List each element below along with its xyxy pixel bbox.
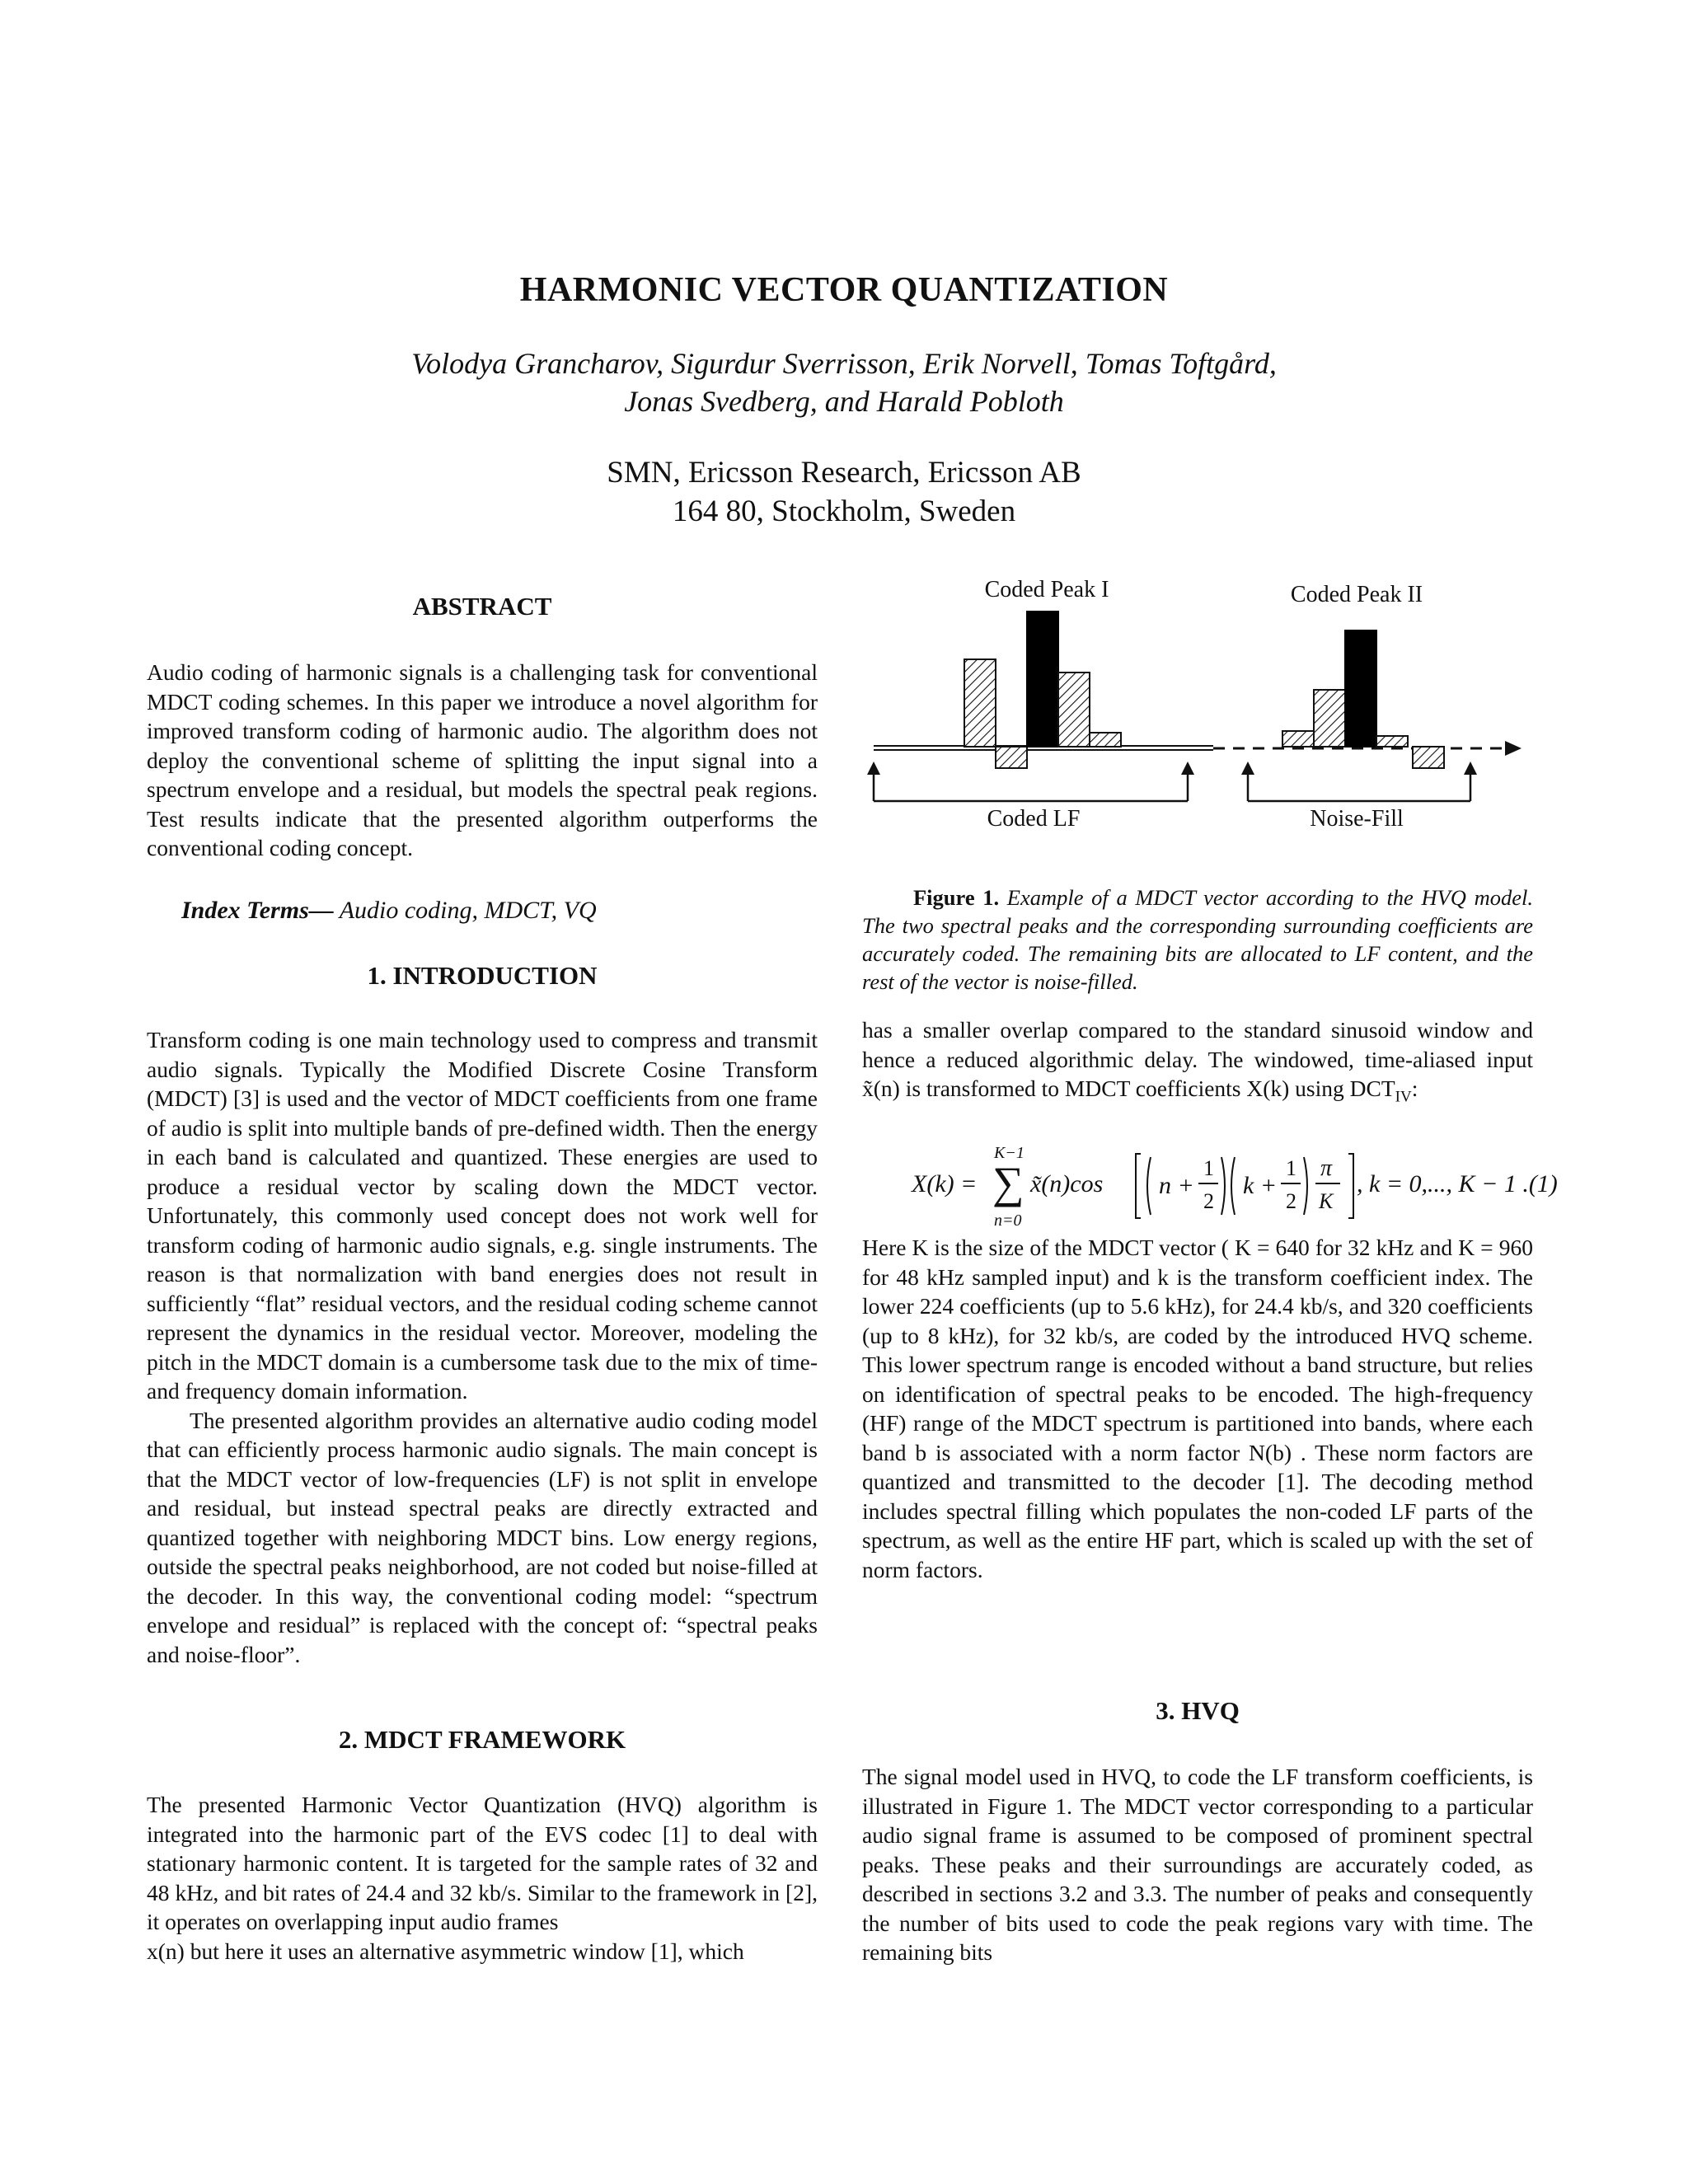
label-coded-peak-1: Coded Peak I — [984, 577, 1109, 602]
section-mdct-heading: 2. MDCT FRAMEWORK — [338, 1725, 626, 1754]
affiliation — [0, 453, 1688, 531]
mdct-continued-end: : — [1411, 1076, 1418, 1101]
equation-bracket-term — [1132, 1151, 1380, 1221]
authors-line-2: Jonas Svedberg, and Harald Pobloth — [624, 385, 1064, 418]
label-noise-fill: Noise-Fill — [1310, 806, 1404, 832]
svg-text:1: 1 — [1203, 1156, 1214, 1180]
equation-sum-lower: n=0 — [994, 1212, 1022, 1230]
equation-sum-upper: K−1 — [994, 1144, 1025, 1162]
author-list — [0, 344, 1688, 420]
label-coded-lf: Coded LF — [987, 806, 1081, 832]
bar-peak2-right — [1376, 736, 1408, 747]
bracket-coded-lf — [874, 773, 1188, 801]
bracket-noise-arrow-right — [1464, 762, 1477, 775]
section-mdct-body — [147, 1790, 818, 1966]
equation-sigma: ∑ — [992, 1158, 1025, 1207]
bar-peak1-right — [1058, 673, 1090, 747]
svg-text:1: 1 — [1286, 1156, 1296, 1180]
figure-1-caption-text: Example of a MDCT vector according to the HVQ model. The two spectral peaks and the corresponding surrounding coefficients are accurately coded. The remaining bits are allocated to LF content, and the rest of the vector is noise-filled. — [862, 885, 1533, 994]
section-hvq-body — [862, 1762, 1533, 1967]
svg-text:2: 2 — [1203, 1189, 1214, 1213]
bar-peak2-left — [1314, 690, 1345, 747]
equation-lhs: X(k) = — [912, 1170, 978, 1197]
svg-text:π: π — [1320, 1155, 1333, 1181]
abstract-heading: ABSTRACT — [412, 592, 552, 621]
intro-paragraph-2: The presented algorithm provides an alternative audio coding model that can efficiently process harmonic audio signals. The main concept is that the MDCT vector of low-frequencies (LF) is not split in envelope and residual, but instead spectral peaks are directly extracted and quantized together with neighboring MDCT bins. Low energy regions, outside the spectral peaks neighborhood, are not coded but noise-filled at the decoder. In this way, the conventional coding model: “spectrum envelope and residual” is replaced with the concept of: “spectral peaks and noise-floor”. — [147, 1407, 818, 1667]
bracket-noise-arrow-left — [1241, 762, 1254, 775]
bar-peak1-tail — [1090, 733, 1121, 747]
svg-text:n +: n + — [1159, 1172, 1194, 1199]
figure-1-diagram — [862, 569, 1538, 841]
here-paragraph: Here K is the size of the MDCT vector ( K = 640 for 32 kHz and K = 960 for 48 kHz sampled input) and k is the transform coefficient index. The lower 224 coefficients (up to 5.6 kHz), for 24.4 kb/s, and 320 coefficients (up to 8 kHz), for 32 kb/s, are coded by the introduced HVQ scheme. This lower spectrum range is encoded without a band structure, but relies on identification of spectral peaks to be encoded. The high-frequency (HF) range of the MDCT spectrum is partitioned into bands, where each band b is associated with a norm factor N(b) . These norm factors are quantized and transmitted to the decoder [1]. The decoding method includes spectral filling which populates the non-coded LF parts of the spectrum, as well as the entire HF part, which is scaled up with the set of norm factors. — [862, 1235, 1533, 1582]
equation-1 — [912, 1144, 1558, 1230]
bar-peak2-main — [1345, 630, 1376, 747]
figure-1-caption-label: Figure 1. — [913, 885, 1000, 910]
mdct-continued-text: has a smaller overlap compared to the standard sinusoid window and hence a reduced algorithmic delay. The windowed, time-aliased input x̃(n) is transformed to MDCT coefficients X(k) using DCT — [862, 1017, 1533, 1101]
index-terms-label: Index Terms— — [181, 897, 334, 924]
equation-body: x̃(n)cos — [1030, 1170, 1104, 1197]
hvq-paragraph-1: The signal model used in HVQ, to code the LF transform coefficients, is illustrated in Figure 1. The MDCT vector corresponding to a particular audio signal frame is assumed to be composed of prominent spectral peaks. These peaks and their surroundings are accurately coded, as described in sections 3.2 and 3.3. The number of peaks and consequently the number of bits used to code the peak regions vary with time. The remaining bits — [862, 1764, 1533, 1965]
bar-peak2-far-left — [1282, 731, 1314, 747]
axis-arrowhead — [1505, 741, 1522, 756]
affiliation-line-2: 164 80, Stockholm, Sweden — [672, 494, 1016, 528]
bracket-lf-arrow-left — [867, 762, 880, 775]
index-terms-list: Audio coding, MDCT, VQ — [333, 897, 597, 924]
bracket-noise-fill — [1248, 773, 1470, 801]
svg-text:2: 2 — [1286, 1189, 1296, 1213]
label-coded-peak-2: Coded Peak II — [1290, 582, 1423, 607]
section-hvq-heading: 3. HVQ — [1156, 1696, 1240, 1725]
mdct-paragraph-1: The presented Harmonic Vector Quantization (HVQ) algorithm is integrated into the harmonic part of the EVS codec [1] to deal with stationary harmonic content. It is targeted for the sample rates of 32 and 48 kHz, and bit rates of 24.4 and 32 kb/s. Similar to the framework in [2], it operates on overlapping input audio frames — [147, 1792, 818, 1934]
mdct-here-paragraph — [862, 1233, 1533, 1584]
svg-text:K: K — [1319, 1189, 1334, 1213]
equation-tail: , k = 0,..., K − 1 .(1) — [1357, 1170, 1558, 1197]
bracket-lf-arrow-right — [1181, 762, 1194, 775]
index-terms — [181, 897, 808, 925]
svg-text:k +: k + — [1243, 1172, 1278, 1199]
section-intro-body — [147, 1025, 818, 1669]
mdct-continued — [862, 1015, 1533, 1112]
section-intro-heading: 1. INTRODUCTION — [367, 961, 598, 990]
intro-paragraph-1: Transform coding is one main technology used to compress and transmit audio signals. Typically the Modified Discrete Cosine Transform (MDCT) [3] is used and the vector of MDCT coefficients from one frame of audio is split into multiple bands of pre-defined width. Then the energy in each band is calculated and quantized. These energies are used to produce a residual vector by scaling down the MDCT vector. Unfortunately, this commonly used concept does not work well for transform coding of harmonic audio signals, e.g. single instruments. The reason is that normalization with band energies does not result in sufficiently “flat” residual vectors, and the residual coding scheme cannot represent the dynamics in the residual vector. Moreover, modeling the pitch in the MDCT domain is a cumbersome task due to the mix of time- and frequency domain information. — [147, 1027, 818, 1404]
authors-line-1: Volodya Grancharov, Sigurdur Sverrisson, Erik Norvell, Tomas Toftgård, — [411, 347, 1277, 380]
figure-1-caption — [862, 883, 1533, 996]
bar-peak1-main — [1027, 612, 1058, 747]
bar-peak1-neg — [996, 747, 1027, 768]
bar-peak1-left — [964, 659, 996, 747]
abstract-body — [147, 658, 818, 863]
abstract-text: Audio coding of harmonic signals is a challenging task for conventional MDCT coding schemes. In this paper we introduce a novel algorithm for improved transform coding of harmonic audio. The algorithm does not deploy the conventional scheme of splitting the input signal into a spectrum envelope and a residual, but models the spectral peak regions. Test results indicate that the presented algorithm outperforms the conventional coding concept. — [147, 659, 818, 860]
bar-peak2-neg — [1413, 747, 1444, 768]
paper-title: HARMONIC VECTOR QUANTIZATION — [519, 271, 1169, 309]
affiliation-line-1: SMN, Ericsson Research, Ericsson AB — [607, 456, 1081, 490]
dct-subscript: IV — [1395, 1088, 1412, 1106]
mdct-paragraph-1-end: x(n) but here it uses an alternative asymmetric window [1], which — [147, 1938, 744, 1964]
